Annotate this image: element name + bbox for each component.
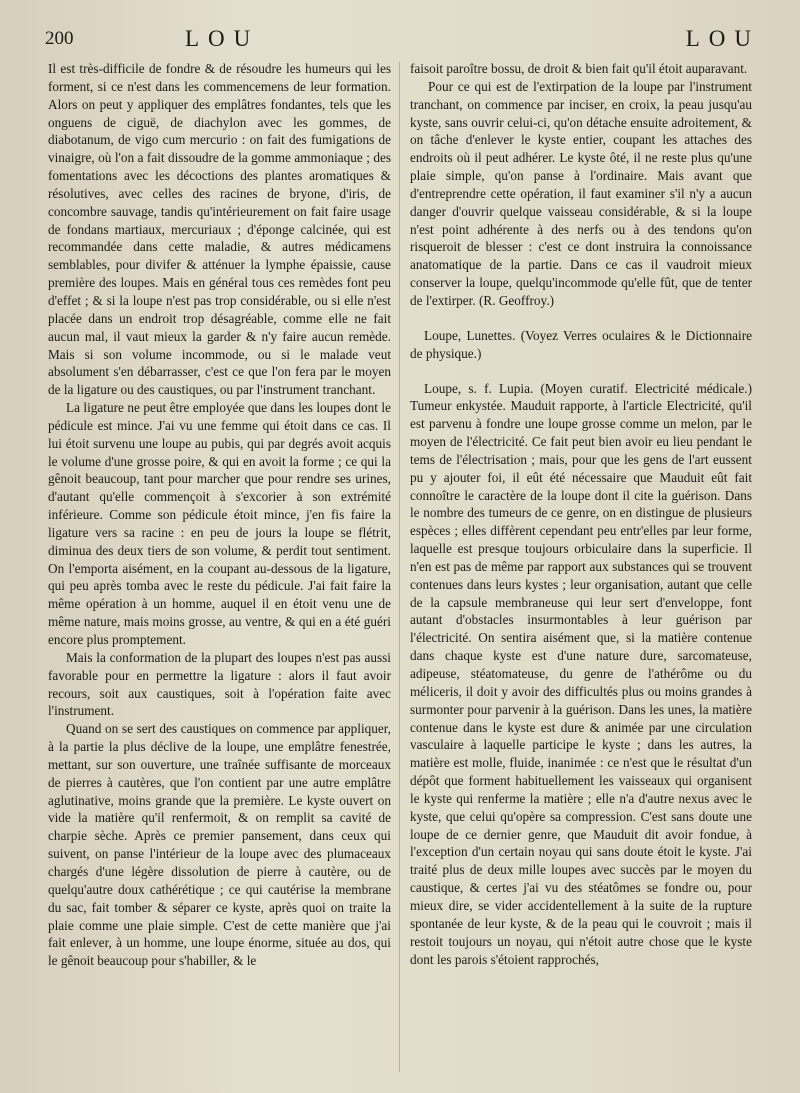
dictionary-entry: Loupe, s. f. Lupia. (Moyen curatif. Electricité médicale.) Tumeur enkystée. Mauduit rapporte, à l'article Electricité, qu'il est parvenu à fondre une loupe grosse comme un melon, par le moyen de l'électricité. Ce fait peut bien avoir eu lieu pendant le tems de l'électrisation ; mais, pour que les gens de l'art eussent pu y ajouter foi, il eût été nécessaire que Mauduit eût fait connoître le caractère de la loupe dont il cite la guérison. Dans le nombre des tumeurs de ce genre, on en distingue de plusieurs espèces ; elles diffèrent cependant peu entr'elles par leur forme, laquelle est presque toujours orbiculaire dans la superficie. Il n'en est pas de même par rapport aux substances qui se trouvent contenues dans leurs kystes ; leur organisation, autant que celle de la capsule membraneuse qui leur sert d'enveloppe, font autant d'obstacles insurmontables à leur guérison par l'électricité. On sentira aisément que, si la matière contenue dans chaque kyste est d'une nature dure, sarcomateuse, adipeuse, stéatomateuse, du genre de l'athérôme ou du méliceris, il doit y avoir des difficultés plus ou moins grandes à surmonter pour parvenir à la guérison. Dans les unes, la matière contenue dans le kyste est dure & animée par une circulation vasculaire à laquelle participe le kyste ; dans les autres, la matière est molle, fluide, inanimée : ce n'est que le résultat d'un dépôt que forment habituellement les vaisseaux qui organisent le kyste qui renferme la matière ; elle n'a d'autre nexus avec le kyste, que celui qu'opère sa compression. C'est sans doute une loupe de ce dernier genre, que Mauduit dit avoir fondue, à l'exception d'un certain noyau qui sans doute étoit le kyste. J'ai traité plus de deux mille loupes avec succès par le moyen du caustique, & certes j'ai vu des stéatômes se fondre ou, pour mieux dire, se vider accidentellement à la suite de la rupture spontanée de leur kyste, & de la peau qui le couvroit ; mais il restoit toujours un noyau, qui n'étoit autre chose que le kyste dont les parois s'étoient rapprochés, bbox=[410, 380, 752, 967]
page-header bbox=[45, 22, 760, 62]
right-column bbox=[410, 60, 752, 968]
paragraph: faisoit paroître bossu, de droit & bien fait qu'il étoit auparavant. bbox=[410, 61, 748, 76]
paragraph: Mais la conformation de la plupart des loupes n'est pas aussi favorable pour en permettre la ligature : alors il faut avoir recours, soit aux caustiques, soit à l'opération faite avec l'instrument. bbox=[48, 649, 391, 719]
paragraph: Pour ce qui est de l'extirpation de la loupe par l'instrument tranchant, on commence par inciser, en croix, la peau jusqu'au kyste, sans ouvrir celui-ci, qu'on détache ensuite adroitement, & on tâche d'enlever le kyste entier, coupant les attaches des endroits où il peut adhérer. Le kyste ôté, il ne reste plus qu'une plaie simple, qu'on panse à l'ordinaire. Mais avant que d'entreprendre cette opération, il faut examiner s'il n'y a aucun danger d'ouvrir quelque vaisseau considérable, & si la loupe n'est point adhérente à des nerfs ou à des tendons qu'on risqueroit de blesser : c'est ce dont instruira la connoissance anatomatique de la partie. Dans ce cas il vaudroit mieux conserver la loupe, quelqu'incommode qu'elle fût, que de tenter de l'extirper. (R. Geoffroy.) bbox=[410, 78, 752, 308]
left-column bbox=[48, 60, 391, 970]
paragraph: La ligature ne peut être employée que dans les loupes dont le pédicule est mince. J'ai vu une femme qui étoit dans ce cas. Il lui étoit survenu une loupe au pubis, qui par degrés avoit acquis le volume d'une grosse poire, & qui en avoit la forme ; ce qui la gênoit beaucoup, tant pour marcher que pour rendre ses urines, d'autant qu'elle commençoit à s'excorier à son extrémité inférieure. Comme son pédicule étoit mince, j'en fis faire la ligature vers sa racine : en peu de jours la loupe se flétrit, diminua des deux tiers de son volume, & perdit tout sentiment. On l'emporta aisément, en la coupant au-dessous de la ligature, qui peu après tomba avec le reste du pédicule. J'ai fait faire la même opération à un homme, auquel il en étoit venu une de même nature, mais moins grosse, au ventre, & qui en a été guéri encore plus promptement. bbox=[48, 400, 391, 647]
column-divider bbox=[399, 62, 400, 1072]
paragraph: Quand on se sert des caustiques on commence par appliquer, à la partie la plus déclive de la loupe, une emplâtre fenestrée, mettant, sur son ouverture, une traînée suffisante de morceaux de pierres à cautères, que l'on contient par une autre emplâtre aglutinative, moins grande que la première. Le kyste ouvert on vide la matière qu'il renfermoit, & on remplit sa cavité de charpie sèche. Après ce premier pansement, dans ceux qui suivent, on panse l'intérieur de la loupe avec des plumaceaux chargés d'une légère dissolution de pierre à cautère, ou de quelqu'autre doux cathérétique ; ce qui cautérise la membrane du sac, fait tomber & séparer ce kyste, après quoi on traite la plaie comme une plaie simple. C'est de cette manière que j'ai fait enlever, à un homme, une loupe énorme, située au dos, qui le gênoit beaucoup pour s'habiller, & le bbox=[48, 721, 391, 969]
dictionary-entry: Loupe, Lunettes. (Voyez Verres oculaires & le Dictionnaire de physique.) bbox=[410, 327, 752, 361]
spacer bbox=[410, 363, 752, 380]
running-head-left: LOU bbox=[185, 26, 260, 51]
paragraph: Il est très-difficile de fondre & de résoudre les humeurs qui les forment, si ce n'est dans les commencemens de leur formation. Alors on peut y appliquer des emplâtres fondantes, tels que les onguens de ciguë, de diachylon avec les gommes, de diabotanum, de vigo cum mercurio : on fait des fumigations de vinaigre, où l'on a fait dissoudre de la gomme ammoniaque ; des fomentations avec les décoctions des plantes aromatiques & résolutives, avec celles des racines de bryone, d'iris, de concombre sauvage, tandis qu'intérieurement on fait faire usage de fondans martiaux, mercuriaux ; d'éponge calcinée, qui est recommandée dans cette maladie, & autres médicamens semblables, pour divifer & atténuer la lymphe épaissie, cause première des loupes. Mais en général tous ces remèdes font peu d'effet ; & si la loupe n'est pas trop considérable, ou si elle n'est placée dans un endroit trop désagréable, comme elle ne fait aucun mal, il vaut mieux la garder & n'y faire aucun remède. Mais si son volume incommode, ou si le malade veut absolument s'en débarrasser, c'est ce que l'on fera par le moyen de la ligature ou des caustiques, ou par l'instrument tranchant. bbox=[48, 61, 391, 398]
running-head-right: LOU bbox=[685, 26, 760, 51]
spacer bbox=[410, 310, 752, 327]
page-number: 200 bbox=[45, 28, 74, 49]
